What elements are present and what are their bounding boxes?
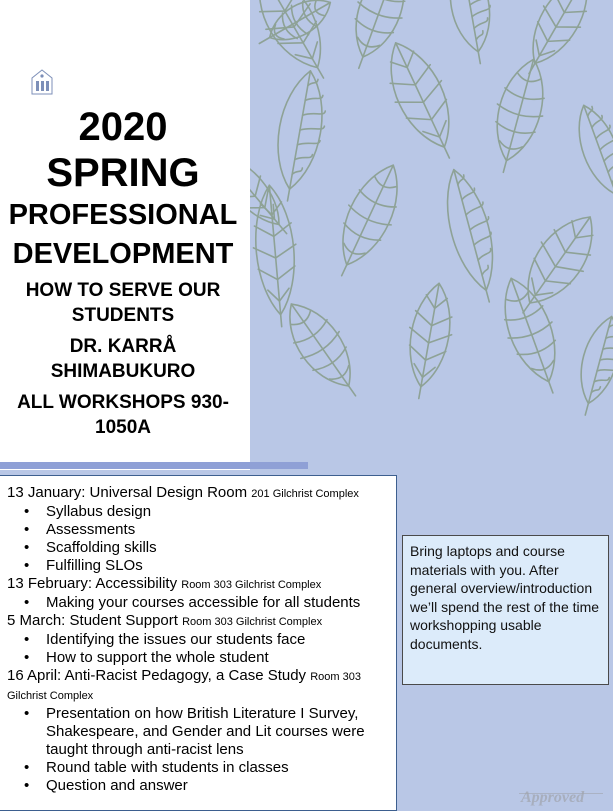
title-season: SPRING [46,151,200,195]
session-heading [7,667,390,705]
session-title: 16 April: Anti-Racist Pedagogy, a Case Study [7,667,311,684]
session-title: 5 March: Student Support [7,612,183,629]
approved-watermark: Approved [521,789,585,806]
session-room: Room 303 Gilchrist Complex [182,616,323,628]
session-topic: • Question and answer [46,777,390,795]
session-topic: • Making your courses accessible for all students [46,594,390,612]
session-heading [7,484,390,503]
session-topic-list [7,705,390,795]
session-topic: • Assessments [46,521,390,539]
session-topic: • How to support the whole student [46,649,390,667]
session-title: 13 February: Accessibility [7,575,182,592]
workshop-time: ALL WORKSHOPS 930-1050A [17,392,229,438]
session-topic: • Round table with students in classes [46,759,390,777]
divider-bar [0,462,308,469]
university-name [56,68,153,90]
university-logo [30,64,170,102]
university-seal-icon [30,66,54,96]
session-heading [7,575,390,594]
session-topic-list [7,631,390,667]
session-room: Room 303 Gilchrist Complex [181,579,322,591]
session-heading [7,612,390,631]
title-development: DEVELOPMENT [12,238,234,270]
session-topic-list [7,594,390,612]
session-topic: • Fulfilling SLOs [46,557,390,575]
subtitle: HOW TO SERVE OUR STUDENTS [25,280,221,326]
note-box: Bring laptops and course materials with you. After general overview/introduction we’ll spend the rest of the time workshopping usable documents. [402,535,609,685]
session-topic-list [7,503,390,575]
session-room: 201 Gilchrist Complex [251,488,359,500]
session-topic: • Presentation on how British Literature I Survey, Shakespeare, and Gender and Lit courses were taught through anti-racist lens [46,705,390,759]
session-title: 13 January: Universal Design Room [7,484,252,501]
university-name-line1: ELIZABETH CITY [56,68,142,79]
session-room: Room 303 Gilchrist Complex [7,671,361,702]
session-topic: • Scaffolding skills [46,539,390,557]
title-year: 2020 [78,105,168,149]
title-block [0,104,246,440]
session-topic: • Identifying the issues our students face [46,631,390,649]
session-topic: • Syllabus design [46,503,390,521]
presenter-name: DR. KARRÅ SHIMABUKURO [50,336,196,382]
schedule-box [0,475,397,811]
university-name-line2: STATE UNIVERSITY [56,79,153,90]
title-professional: PROFESSIONAL [8,199,238,231]
